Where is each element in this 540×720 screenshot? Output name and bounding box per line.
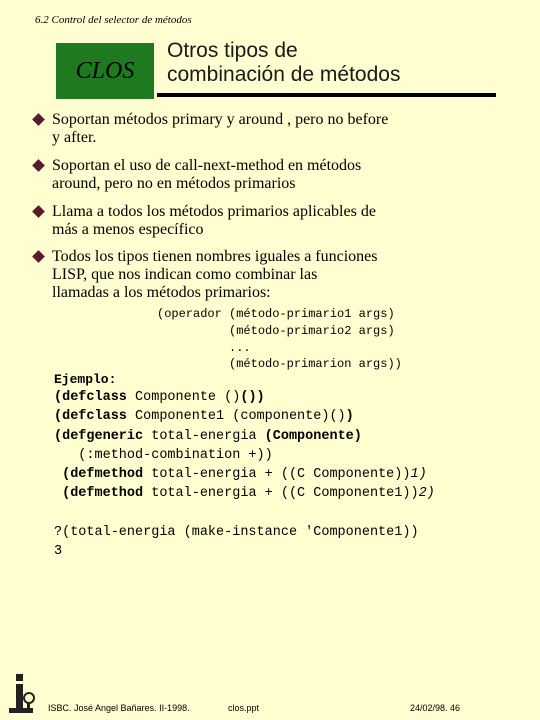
code-text: (:method-combination +)) bbox=[54, 448, 273, 463]
code-keyword: (defclass bbox=[54, 390, 127, 405]
code-text: Componente1 (componente)() bbox=[126, 409, 346, 424]
query-line: ?(total-energia (make-instance 'Componente1)) bbox=[54, 525, 419, 540]
code-tail: ()) bbox=[240, 390, 265, 405]
code-text: Componente () bbox=[126, 390, 241, 405]
code-tail: 2) bbox=[418, 486, 435, 501]
slide-title-line1: Otros tipos de bbox=[167, 39, 298, 62]
code-line bbox=[54, 409, 354, 424]
bullet-text-line: Soportan métodos primary y around , pero no before bbox=[52, 111, 389, 128]
code-keyword: (defmethod bbox=[54, 486, 144, 501]
code-line bbox=[54, 390, 265, 405]
footer-date: 24/02/98. 46 bbox=[410, 703, 461, 713]
syntax-line: (método-primario2 args) bbox=[157, 324, 395, 338]
footer-file: clos.ppt bbox=[228, 703, 260, 713]
bullet-text-line: LISP, que nos indican como combinar las bbox=[52, 266, 318, 283]
section-header: 6.2 Control del selector de métodos bbox=[35, 14, 192, 26]
code-tail: ) bbox=[345, 409, 354, 424]
result-line: 3 bbox=[54, 544, 63, 559]
clos-logo: CLOS bbox=[56, 43, 154, 99]
bullet-text-line: Soportan el uso de call-next-method en métodos bbox=[52, 157, 362, 174]
code-line bbox=[54, 486, 435, 501]
bullet-text-line: más a menos específico bbox=[52, 221, 204, 238]
code-line bbox=[54, 448, 273, 463]
bullet-text-line: Todos los tipos tienen nombres iguales a funciones bbox=[52, 248, 378, 265]
bullet-item bbox=[34, 203, 474, 239]
code-text: total-energia bbox=[143, 429, 265, 444]
bullet-text-line: Llama a todos los métodos primarios aplicables de bbox=[52, 203, 376, 220]
footer-credit: ISBC. José Angel Bañares. II-1998. bbox=[48, 703, 190, 713]
bullet-item bbox=[34, 157, 474, 193]
syntax-line: (método-primarion args)) bbox=[157, 357, 402, 371]
code-line bbox=[54, 429, 362, 444]
title-underline bbox=[157, 93, 496, 97]
bullet-text-line: llamadas a los métodos primarios: bbox=[52, 284, 271, 301]
example-label: Ejemplo: bbox=[54, 372, 117, 387]
code-tail: 1) bbox=[410, 467, 427, 482]
code-keyword: (defgeneric bbox=[54, 429, 144, 444]
slide-title-line2: combinación de métodos bbox=[167, 63, 401, 86]
syntax-line: ... bbox=[157, 341, 251, 355]
bullet-text-line: around, pero no en métodos primarios bbox=[52, 175, 296, 192]
bullet-text-line: y after. bbox=[52, 129, 97, 146]
i-info-logo-icon bbox=[6, 672, 38, 716]
code-keyword: (defmethod bbox=[54, 467, 144, 482]
code-tail: (Componente) bbox=[264, 429, 362, 444]
code-keyword: (defclass bbox=[54, 409, 127, 424]
syntax-line: (operador (método-primario1 args) bbox=[157, 307, 395, 321]
code-text: total-energia + ((C Componente1)) bbox=[143, 486, 419, 501]
code-line bbox=[54, 467, 427, 482]
bullet-item bbox=[34, 111, 474, 147]
code-text: total-energia + ((C Componente)) bbox=[143, 467, 411, 482]
bullet-item bbox=[34, 248, 474, 302]
